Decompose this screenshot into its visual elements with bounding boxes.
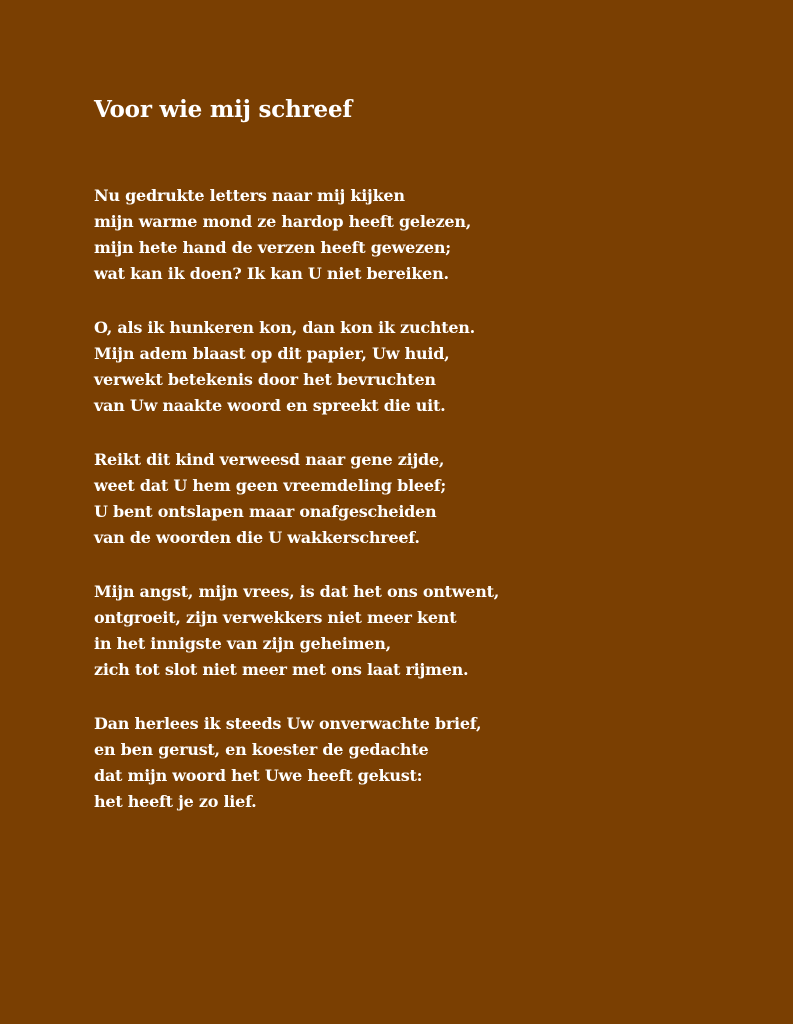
stanza-4 <box>94 579 714 683</box>
poem-line: Reikt dit kind verweesd naar gene zijde, <box>94 450 445 469</box>
poem-line: dat mijn woord het Uwe heeft gekust: <box>94 766 423 785</box>
poem-line: U bent ontslapen maar onafgescheiden <box>94 502 437 521</box>
poem-line: Nu gedrukte letters naar mij kijken <box>94 186 405 205</box>
poem-line: in het innigste van zijn geheimen, <box>94 634 391 653</box>
poem-line: ontgroeit, zijn verwekkers niet meer kent <box>94 608 457 627</box>
poem-line: van de woorden die U wakkerschreef. <box>94 528 420 547</box>
poem-title: Voor wie mij schreef <box>94 96 353 123</box>
poem-line: wat kan ik doen? Ik kan U niet bereiken. <box>94 264 449 283</box>
stanza-1 <box>94 183 714 287</box>
poem-line: mijn hete hand de verzen heeft gewezen; <box>94 238 451 257</box>
poem-line: het heeft je zo lief. <box>94 792 257 811</box>
poem-line: en ben gerust, en koester de gedachte <box>94 740 429 759</box>
stanza-2 <box>94 315 714 419</box>
stanza-3 <box>94 447 714 551</box>
poem-body <box>94 183 714 843</box>
poem-line: Mijn adem blaast op dit papier, Uw huid, <box>94 344 450 363</box>
stanza-5 <box>94 711 714 815</box>
poem-line: O, als ik hunkeren kon, dan kon ik zuchten. <box>94 318 475 337</box>
poem-line: van Uw naakte woord en spreekt die uit. <box>94 396 446 415</box>
poem-line: Mijn angst, mijn vrees, is dat het ons ontwent, <box>94 582 500 601</box>
poem-line: verwekt betekenis door het bevruchten <box>94 370 436 389</box>
poem-line: zich tot slot niet meer met ons laat rijmen. <box>94 660 469 679</box>
poem-line: Dan herlees ik steeds Uw onverwachte brief, <box>94 714 482 733</box>
poem-line: mijn warme mond ze hardop heeft gelezen, <box>94 212 472 231</box>
poem-line: weet dat U hem geen vreemdeling bleef; <box>94 476 447 495</box>
